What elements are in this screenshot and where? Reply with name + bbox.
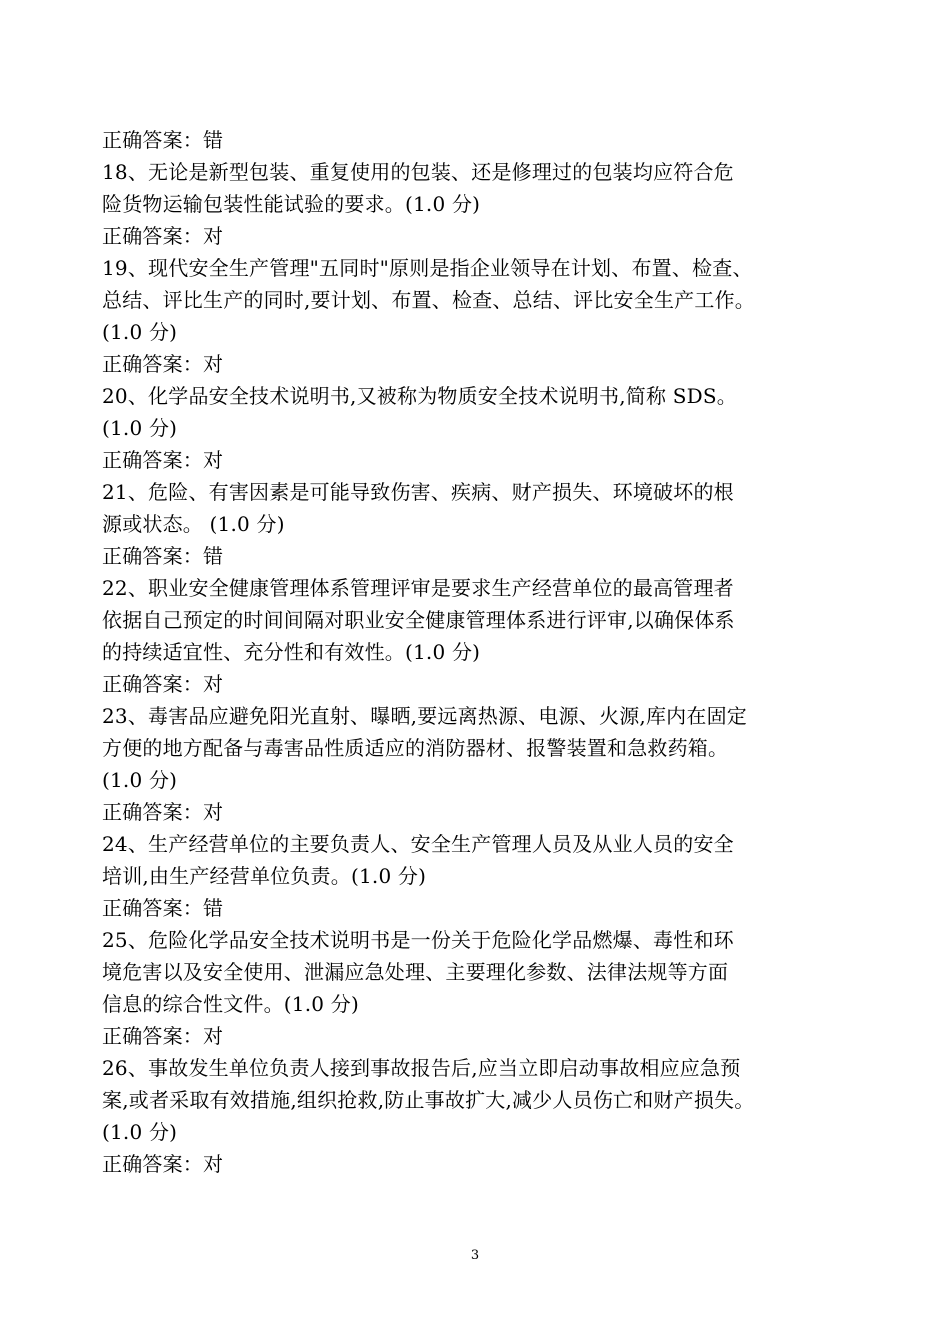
- answer-line-23: 正确答案：对: [102, 800, 224, 824]
- question-18-line-1: 18、无论是新型包装、重复使用的包装、还是修理过的包装均应符合危: [102, 160, 734, 184]
- question-22-line-3: 的持续适宜性、充分性和有效性。(1.0 分): [102, 640, 481, 664]
- question-26-line-1: 26、事故发生单位负责人接到事故报告后,应当立即启动事故相应应急预: [102, 1056, 741, 1080]
- answer-line-26: 正确答案：对: [102, 1152, 224, 1176]
- question-18-line-2: 险货物运输包装性能试验的要求。(1.0 分): [102, 192, 481, 216]
- question-26-line-3: (1.0 分): [102, 1120, 178, 1144]
- question-19-line-2: 总结、评比生产的同时,要计划、布置、检查、总结、评比安全生产工作。: [102, 288, 755, 312]
- question-25-line-2: 境危害以及安全使用、泄漏应急处理、主要理化参数、法律法规等方面: [102, 960, 729, 984]
- question-24-line-2: 培训,由生产经营单位负责。(1.0 分): [102, 864, 427, 888]
- question-19-line-1: 19、现代安全生产管理"五同时"原则是指企业领导在计划、布置、检查、: [102, 256, 753, 280]
- answer-line-17: 正确答案：错: [102, 128, 224, 152]
- question-25-line-3: 信息的综合性文件。(1.0 分): [102, 992, 359, 1016]
- answer-line-18: 正确答案：对: [102, 224, 224, 248]
- question-20-line-1: 20、化学品安全技术说明书,又被称为物质安全技术说明书,简称 SDS。: [102, 384, 737, 408]
- document-body: [102, 124, 822, 1180]
- question-19-line-3: (1.0 分): [102, 320, 178, 344]
- answer-line-25: 正确答案：对: [102, 1024, 224, 1048]
- question-20-line-2: (1.0 分): [102, 416, 178, 440]
- question-23-line-2: 方便的地方配备与毒害品性质适应的消防器材、报警装置和急救药箱。: [102, 736, 729, 760]
- answer-line-24: 正确答案：错: [102, 896, 224, 920]
- question-22-line-1: 22、职业安全健康管理体系管理评审是要求生产经营单位的最高管理者: [102, 576, 734, 600]
- question-21-line-2: 源或状态。 (1.0 分): [102, 512, 285, 536]
- answer-line-20: 正确答案：对: [102, 448, 224, 472]
- question-25-line-1: 25、危险化学品安全技术说明书是一份关于危险化学品燃爆、毒性和环: [102, 928, 734, 952]
- page-number: 3: [470, 1248, 480, 1263]
- question-23-line-1: 23、毒害品应避免阳光直射、曝晒,要远离热源、电源、火源,库内在固定: [102, 704, 747, 728]
- answer-line-19: 正确答案：对: [102, 352, 224, 376]
- question-21-line-1: 21、危险、有害因素是可能导致伤害、疾病、财产损失、环境破坏的根: [102, 480, 734, 504]
- question-26-line-2: 案,或者采取有效措施,组织抢救,防止事故扩大,减少人员伤亡和财产损失。: [102, 1088, 755, 1112]
- question-22-line-2: 依据自己预定的时间间隔对职业安全健康管理体系进行评审,以确保体系: [102, 608, 735, 632]
- question-23-line-3: (1.0 分): [102, 768, 178, 792]
- question-24-line-1: 24、生产经营单位的主要负责人、安全生产管理人员及从业人员的安全: [102, 832, 734, 856]
- answer-line-22: 正确答案：对: [102, 672, 224, 696]
- answer-line-21: 正确答案：错: [102, 544, 224, 568]
